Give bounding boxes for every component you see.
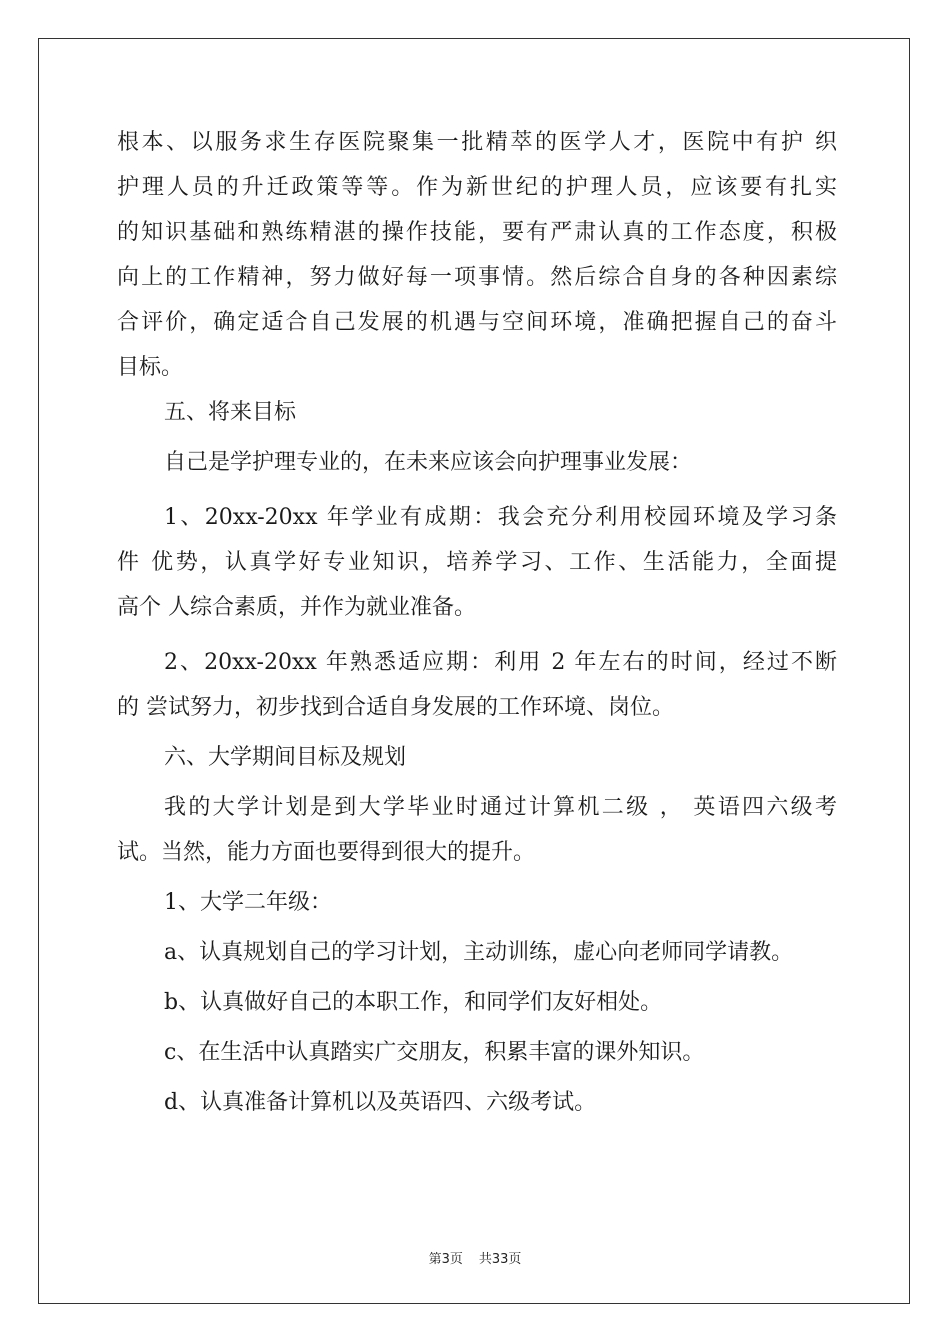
text-line: 我的大学计划是到大学毕业时通过计算机二级 ， 英语四六级考: [164, 795, 837, 820]
page-footer: [0, 1248, 950, 1267]
list-heading: 1、大学二年级：: [164, 890, 332, 915]
text-line: 向上的工作精神，努力做好每一项事情。然后综合自身的各种因素综: [117, 265, 837, 290]
list-item: a、认真规划自己的学习计划，主动训练，虚心向老师同学请教。: [164, 940, 794, 965]
list-item: c、在生活中认真踏实广交朋友，积累丰富的课外知识。: [164, 1040, 705, 1065]
text-line: 合评价，确定适合自己发展的机遇与空间环境，准确把握自己的奋斗: [117, 310, 837, 335]
list-item: d、认真准备计算机以及英语四、六级考试。: [164, 1090, 597, 1115]
text-line: 护理人员的升迁政策等等。作为新世纪的护理人员，应该要有扎实: [117, 175, 837, 200]
text-line: 2、20xx-20xx 年熟悉适应期：利用 2 年左右的时间，经过不断: [164, 650, 837, 675]
section-heading: 五、将来目标: [164, 400, 297, 425]
text-line: 高个 人综合素质，并作为就业准备。: [117, 595, 476, 620]
page-number: 第3页: [428, 1252, 463, 1267]
text-line: 的知识基础和熟练精湛的操作技能，要有严肃认真的工作态度，积极: [117, 220, 837, 245]
total-pages: 共33页: [478, 1252, 522, 1267]
section-heading: 六、大学期间目标及规划: [164, 745, 407, 770]
text-line: 目标。: [117, 355, 184, 380]
text-line: 试。当然，能力方面也要得到很大的提升。: [117, 840, 536, 865]
text-line: 根本、以服务求生存医院聚集一批精萃的医学人才，医院中有护 织: [117, 130, 837, 155]
text-line: 件 优势，认真学好专业知识，培养学习、工作、生活能力，全面提: [117, 550, 837, 575]
text-line: 自己是学护理专业的，在未来应该会向护理事业发展：: [164, 450, 693, 475]
text-line: 的 尝试努力，初步找到合适自身发展的工作环境、岗位。: [117, 695, 674, 720]
text-line: 1、20xx-20xx 年学业有成期：我会充分利用校园环境及学习条: [164, 505, 837, 530]
list-item: b、认真做好自己的本职工作，和同学们友好相处。: [164, 990, 663, 1015]
